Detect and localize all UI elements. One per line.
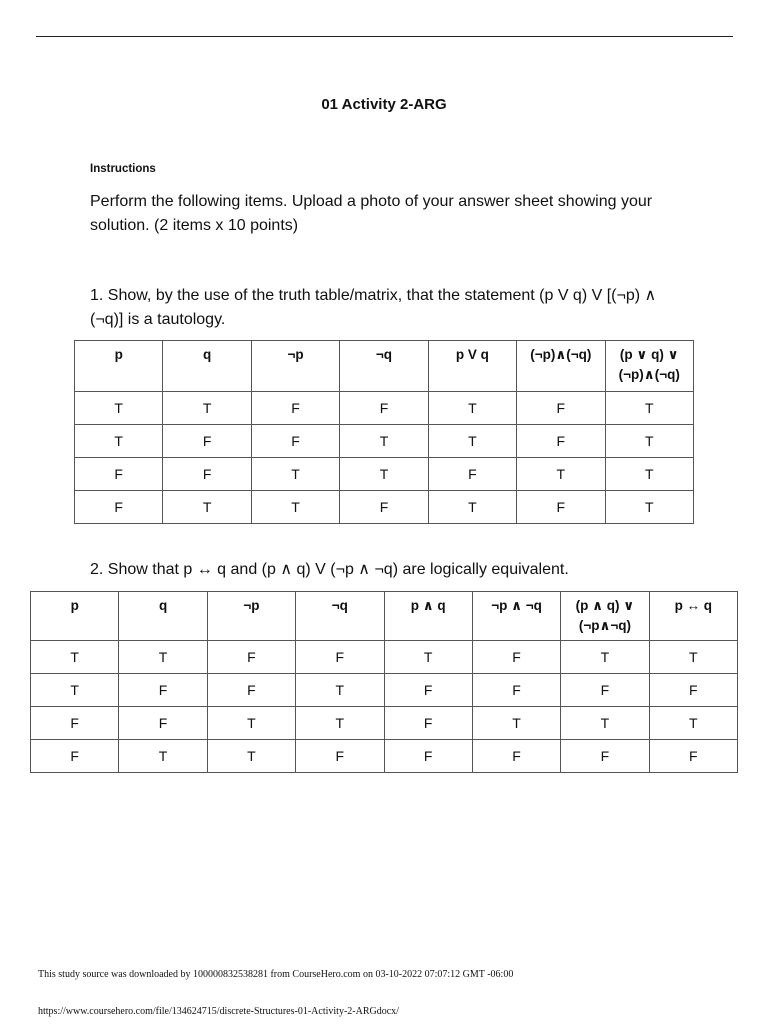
download-notice: This study source was downloaded by 100000832538281 from CourseHero.com on 03-10-2022 07:07:12 GMT -06:00 [38, 969, 514, 980]
table-cell: F [428, 458, 516, 491]
question-2-text: 2. Show that p ↔ q and (p ∧ q) V (¬p ∧ ¬q) are logically equivalent. [90, 561, 569, 578]
table-cell: F [207, 641, 295, 674]
header-cell: ¬q [296, 592, 384, 641]
table-cell: F [649, 740, 737, 773]
table-cell: T [649, 641, 737, 674]
table-row [75, 392, 694, 425]
table-cell: F [517, 392, 605, 425]
header-cell: ¬p ∧ ¬q [472, 592, 560, 641]
table-cell: F [649, 674, 737, 707]
table-cell: T [207, 740, 295, 773]
table-cell: T [119, 740, 207, 773]
header-cell: (p ∧ q) ∨ (¬p∧¬q) [561, 592, 649, 641]
table-header-row [31, 592, 738, 641]
table-cell: F [31, 740, 119, 773]
table-cell: F [384, 674, 472, 707]
truth-table-2 [30, 591, 738, 773]
table-cell: F [119, 674, 207, 707]
table-cell: T [340, 458, 428, 491]
header-cell: ¬q [340, 341, 428, 392]
header-cell: p V q [428, 341, 516, 392]
table-cell: F [296, 740, 384, 773]
table-cell: F [119, 707, 207, 740]
table-cell: T [649, 707, 737, 740]
table-cell: F [340, 491, 428, 524]
table-cell: T [251, 458, 339, 491]
table-row [31, 641, 738, 674]
table-cell: F [75, 458, 163, 491]
table-cell: T [561, 641, 649, 674]
header-cell: p ↔ q [649, 592, 737, 641]
table-cell: F [561, 674, 649, 707]
table-cell: T [428, 425, 516, 458]
table-cell: T [31, 641, 119, 674]
table-row [75, 491, 694, 524]
question-1-text: 1. Show, by the use of the truth table/matrix, that the statement (p V q) V [(¬p) ∧ (¬q)] is a tautology. [90, 287, 657, 328]
table-cell: T [75, 425, 163, 458]
table-cell: F [384, 740, 472, 773]
header-cell: q [119, 592, 207, 641]
document-title: 01 Activity 2-ARG [321, 96, 447, 113]
table-cell: T [384, 641, 472, 674]
header-cell: q [163, 341, 251, 392]
table-cell: F [251, 392, 339, 425]
header-cell: ¬p [207, 592, 295, 641]
table-cell: T [605, 425, 693, 458]
table-cell: F [296, 641, 384, 674]
table-cell: F [340, 392, 428, 425]
table-cell: T [605, 491, 693, 524]
table-cell: T [207, 707, 295, 740]
table-cell: F [517, 425, 605, 458]
header-cell: (p ∨ q) ∨ (¬p)∧(¬q) [605, 341, 693, 392]
table-row [75, 425, 694, 458]
top-divider [36, 36, 733, 37]
table-cell: F [207, 674, 295, 707]
instructions-text: Perform the following items. Upload a photo of your answer sheet showing your solution. (2 items x 10 points) [90, 193, 653, 234]
table-cell: F [163, 458, 251, 491]
table-cell: F [472, 641, 560, 674]
table-cell: T [472, 707, 560, 740]
table-cell: T [605, 392, 693, 425]
table-cell: F [251, 425, 339, 458]
table-cell: T [251, 491, 339, 524]
table-header-row [75, 341, 694, 392]
table-cell: T [517, 458, 605, 491]
table-cell: T [163, 491, 251, 524]
header-cell: p ∧ q [384, 592, 472, 641]
table-cell: T [428, 392, 516, 425]
table-cell: F [561, 740, 649, 773]
header-cell: p [31, 592, 119, 641]
table-cell: F [472, 674, 560, 707]
table-row [31, 674, 738, 707]
table-cell: F [384, 707, 472, 740]
table-cell: T [31, 674, 119, 707]
instructions-label: Instructions [90, 163, 156, 175]
table-cell: T [428, 491, 516, 524]
header-cell: p [75, 341, 163, 392]
truth-table-1 [74, 340, 694, 524]
table-cell: T [119, 641, 207, 674]
source-url: https://www.coursehero.com/file/134624715/discrete-Structures-01-Activity-2-ARGdocx/ [38, 1006, 399, 1017]
table-cell: T [561, 707, 649, 740]
table-row [31, 740, 738, 773]
table-cell: F [75, 491, 163, 524]
table-cell: T [296, 707, 384, 740]
header-cell: ¬p [251, 341, 339, 392]
table-cell: F [472, 740, 560, 773]
table-cell: F [163, 425, 251, 458]
table-row [31, 707, 738, 740]
table-cell: T [163, 392, 251, 425]
table-row [75, 458, 694, 491]
table-cell: T [75, 392, 163, 425]
table-cell: T [296, 674, 384, 707]
table-cell: T [340, 425, 428, 458]
table-cell: T [605, 458, 693, 491]
table-cell: F [517, 491, 605, 524]
header-cell: (¬p)∧(¬q) [517, 341, 605, 392]
table-cell: F [31, 707, 119, 740]
